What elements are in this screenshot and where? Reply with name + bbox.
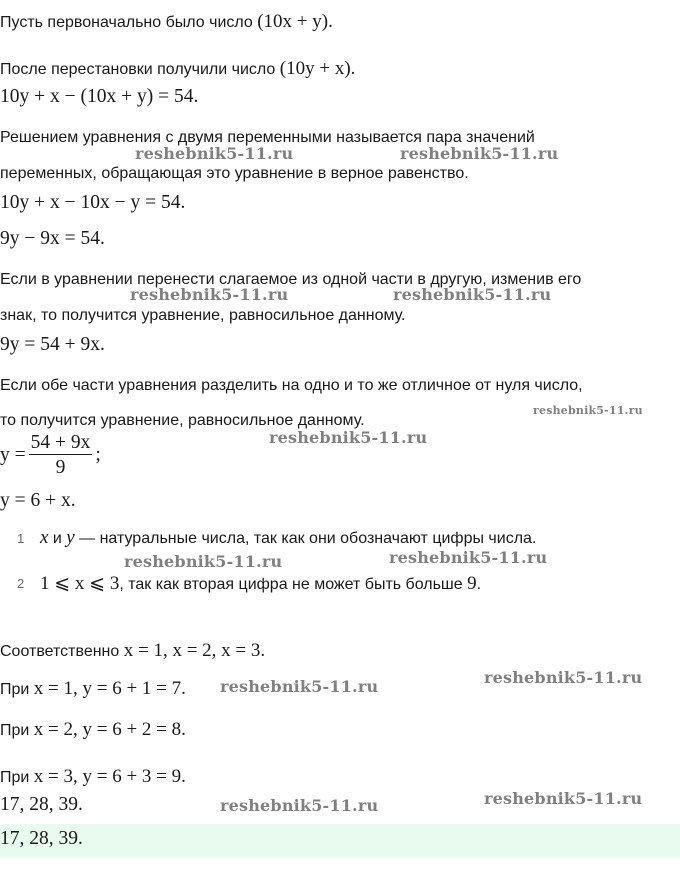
math-swapped-number: (10y + x). [279, 58, 356, 79]
watermark: reshebnik5-11.ru [400, 144, 559, 163]
answer-box [0, 824, 680, 858]
list-item-number: 2 [17, 576, 25, 591]
watermark: reshebnik5-11.ru [135, 144, 294, 163]
equation-fraction: y = $\frac{54 + 9x}{9}$ ; [0, 431, 676, 481]
watermark: reshebnik5-11.ru [533, 404, 643, 417]
rule-divide-b: то получится уравнение, равносильное данному. [0, 412, 365, 429]
numbers-list: 17, 28, 39. [0, 794, 83, 815]
watermark: reshebnik5-11.ru [269, 428, 428, 447]
line-after-swap: После перестановки получили число (10y + x). [0, 58, 356, 79]
watermark: reshebnik5-11.ru [220, 796, 379, 815]
watermark: reshebnik5-11.ru [124, 552, 283, 571]
equation-expanded: 10y + x − 10x − y = 54. [0, 192, 186, 213]
answer-value: 17, 28, 39. [0, 828, 83, 849]
fraction-denominator: 9 [55, 457, 66, 479]
equation-simplified: 9y − 9x = 54. [0, 228, 105, 249]
definition-solution-b: переменных, обращающая это уравнение в верное равенство. [0, 165, 469, 182]
watermark: reshebnik5-11.ru [130, 285, 289, 304]
rule-transfer-b: знак, то получится уравнение, равносильное данному. [0, 307, 406, 324]
equation-difference: 10y + x − (10x + y) = 54. [0, 86, 199, 107]
watermark: reshebnik5-11.ru [220, 677, 379, 696]
equation-transferred: 9y = 54 + 9x. [0, 334, 105, 355]
rule-transfer-a: Если в уравнении перенести слагаемое из одной части в другую, изменив его [0, 271, 582, 288]
definition-solution-a: Решением уравнения с двумя переменными называется пара значений [0, 129, 535, 146]
fraction-numerator: 54 + 9x [29, 431, 93, 455]
list-item: 1 x и y — натуральные числа, так как они обозначают цифры числа. [17, 527, 537, 548]
case-x1: При x = 1, y = 6 + 1 = 7. [0, 678, 186, 699]
rule-divide-a: Если обе части уравнения разделить на одно и то же отличное от нуля число, [0, 377, 583, 394]
equation-result: y = 6 + x. [0, 490, 76, 511]
watermark: reshebnik5-11.ru [484, 789, 643, 808]
watermark: reshebnik5-11.ru [484, 668, 643, 687]
list-item: 2 1 ⩽ x ⩽ 3, так как вторая цифра не может быть больше 9. [17, 573, 482, 594]
line-initial-number: Пусть первоначально было число (10x + y). [0, 11, 333, 32]
line-accordingly: Соответственно x = 1, x = 2, x = 3. [0, 640, 266, 661]
case-x2: При x = 2, y = 6 + 2 = 8. [0, 719, 186, 740]
watermark: reshebnik5-11.ru [389, 548, 548, 567]
case-x3: При x = 3, y = 6 + 3 = 9. [0, 766, 186, 787]
list-item-number: 1 [17, 531, 25, 546]
watermark: reshebnik5-11.ru [393, 285, 552, 304]
fraction [29, 431, 93, 481]
math-initial-number: (10x + y). [257, 11, 333, 32]
